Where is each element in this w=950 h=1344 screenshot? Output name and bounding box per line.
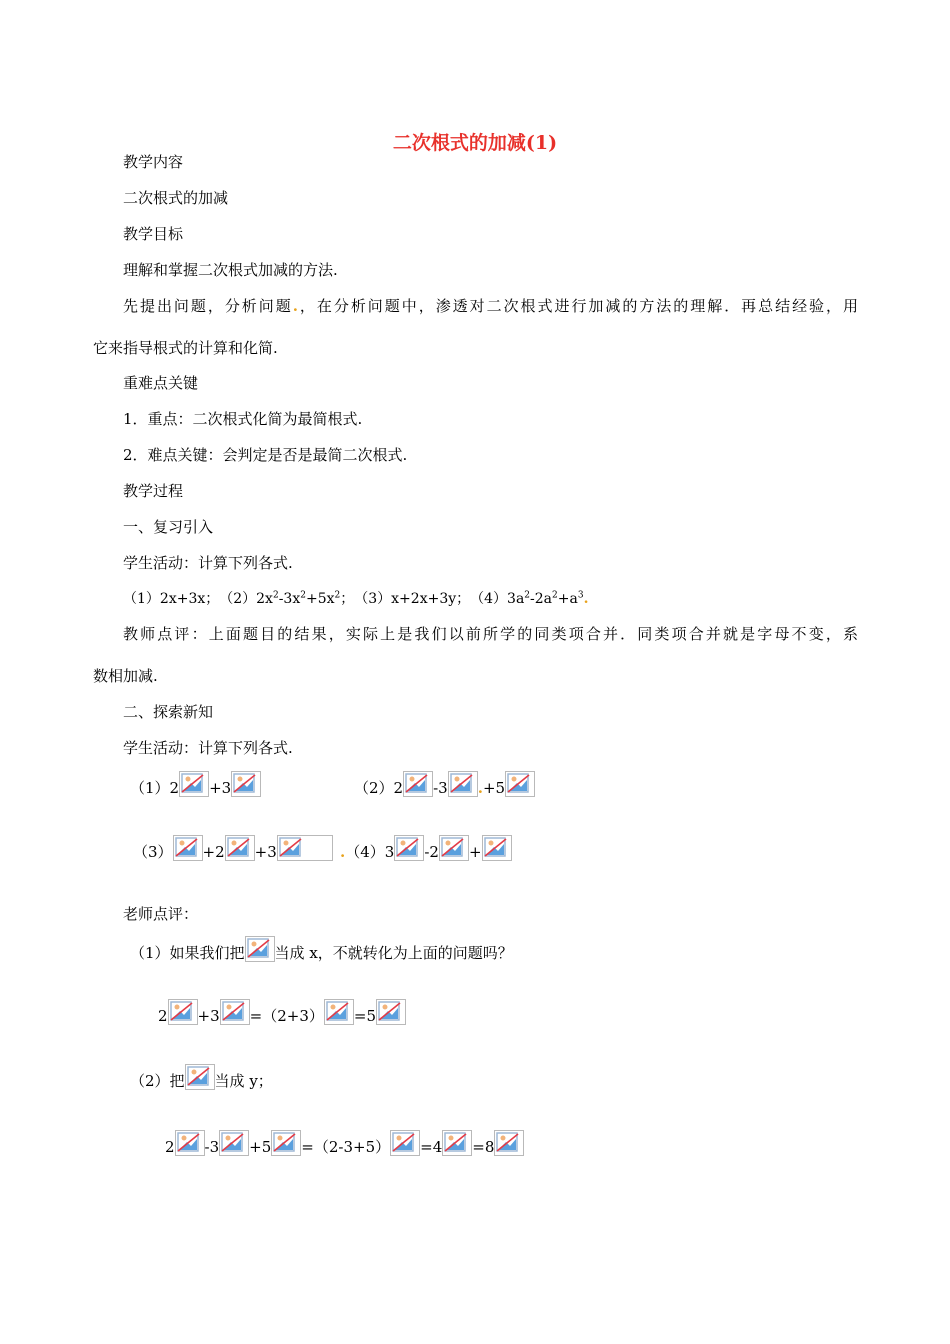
exercise-3: [133, 835, 333, 867]
key-point-1: 1．重点：二次根式化简为最简根式.: [123, 410, 363, 428]
math-text: =5: [353, 1007, 377, 1025]
math-text: -3: [433, 779, 448, 797]
math-text: +5: [249, 1138, 272, 1156]
superscript: 2: [272, 590, 279, 601]
math-text: -2: [424, 843, 439, 861]
broken-image-icon: [448, 771, 478, 797]
ex-text: +a: [557, 591, 578, 607]
part2-heading: 二、探索新知: [123, 703, 214, 721]
ex-text: ； （3）x+2x+3y； （4）3a: [340, 591, 525, 607]
intro-paragraph-line1: [123, 296, 858, 316]
math-text: （3）: [133, 843, 173, 861]
intro-text-a: 先提出问题，分析问题: [123, 297, 293, 315]
review-exercises: [123, 589, 588, 609]
broken-image-icon: [376, 999, 406, 1025]
page-title: 二次根式的加减(1): [392, 132, 558, 154]
math-text: +3: [197, 1007, 220, 1025]
math-text: 2: [165, 1138, 175, 1156]
mark-dot: .: [583, 591, 589, 607]
broken-image-icon: [175, 1130, 205, 1156]
broken-image-icon: [231, 771, 261, 797]
hint-text: 当成 x，不就转化为上面的问题吗？: [274, 944, 513, 962]
ex-text: （1）2x+3x； （2）2x: [123, 591, 273, 607]
broken-image-icon: [394, 835, 424, 861]
activity-1: 学生活动：计算下列各式.: [123, 554, 293, 572]
key-heading: 重难点关键: [123, 374, 199, 392]
math-text: +: [468, 843, 482, 861]
mark-dot: .: [340, 843, 346, 861]
key-point-2: 2．难点关键：会判定是否是最简二次根式.: [123, 446, 408, 464]
teacher-comment-line1: 教师点评：上面题目的结果，实际上是我们以前所学的同类项合并．同类项合并就是字母不变，系: [123, 625, 858, 643]
goal-heading: 教学目标: [123, 225, 184, 243]
math-text: （2）2: [354, 779, 404, 797]
exercise-1: [130, 771, 261, 803]
hint-text: （1）如果我们把: [130, 944, 245, 962]
math-text: +5: [482, 779, 506, 797]
math-text: （4）3: [345, 843, 395, 861]
ex-text: -2a: [530, 591, 553, 607]
exercise-2: [354, 771, 535, 803]
superscript: 3: [577, 590, 584, 601]
broken-image-icon: [220, 999, 250, 1025]
mark-dot: .: [292, 297, 298, 315]
activity-2: 学生活动：计算下列各式.: [123, 739, 293, 757]
broken-image-icon: [403, 771, 433, 797]
math-text: =（2-3+5）: [301, 1138, 391, 1156]
broken-image-icon: [494, 1130, 524, 1156]
math-text: =（2+3）: [249, 1007, 324, 1025]
broken-image-icon: [324, 999, 354, 1025]
mark-dot: .: [477, 779, 483, 797]
equation-2: [165, 1130, 524, 1162]
content-heading: 教学内容: [123, 153, 184, 171]
broken-image-icon: [219, 1130, 249, 1156]
broken-image-icon: [505, 771, 535, 797]
superscript: 2: [524, 590, 531, 601]
intro-paragraph-line2: 它来指导根式的计算和化简.: [93, 339, 278, 357]
goal-text: 理解和掌握二次根式加减的方法.: [123, 261, 338, 279]
math-text: =8: [472, 1138, 495, 1156]
broken-image-icon: [390, 1130, 420, 1156]
ex-text: +5x: [305, 591, 335, 607]
hint-1: [130, 936, 513, 968]
broken-image-icon: [277, 835, 333, 861]
broken-image-icon: [245, 936, 275, 962]
math-text: +3: [254, 843, 277, 861]
superscript: 2: [300, 590, 306, 601]
broken-image-icon: [482, 835, 512, 861]
broken-image-icon: [439, 835, 469, 861]
math-text: 2: [158, 1007, 168, 1025]
ex-text: -3x: [278, 591, 301, 607]
intro-text-b: ，在分析问题中，渗透对二次根式进行加减的方法的理解．再总结经验，用: [297, 297, 858, 315]
broken-image-icon: [185, 1064, 215, 1090]
math-text: （1）2: [130, 779, 180, 797]
part1-heading: 一、复习引入: [123, 518, 214, 536]
teacher-comment-2: 老师点评：: [123, 905, 199, 923]
math-text: +2: [202, 843, 225, 861]
hint-text: 当成 y；: [214, 1072, 273, 1090]
process-heading: 教学过程: [123, 482, 184, 500]
broken-image-icon: [168, 999, 198, 1025]
teacher-comment-line2: 数相加减.: [93, 667, 158, 685]
broken-image-icon: [225, 835, 255, 861]
broken-image-icon: [271, 1130, 301, 1156]
exercise-4: [340, 835, 512, 867]
broken-image-icon: [179, 771, 209, 797]
broken-image-icon: [442, 1130, 472, 1156]
broken-image-icon: [173, 835, 203, 861]
superscript: 2: [552, 590, 558, 601]
hint-text: （2）把: [130, 1072, 185, 1090]
superscript: 2: [334, 590, 341, 601]
math-text: +3: [209, 779, 232, 797]
hint-2: [130, 1064, 273, 1096]
content-text: 二次根式的加减: [123, 189, 229, 207]
math-text: =4: [420, 1138, 443, 1156]
equation-1: [158, 999, 406, 1031]
math-text: -3: [204, 1138, 220, 1156]
